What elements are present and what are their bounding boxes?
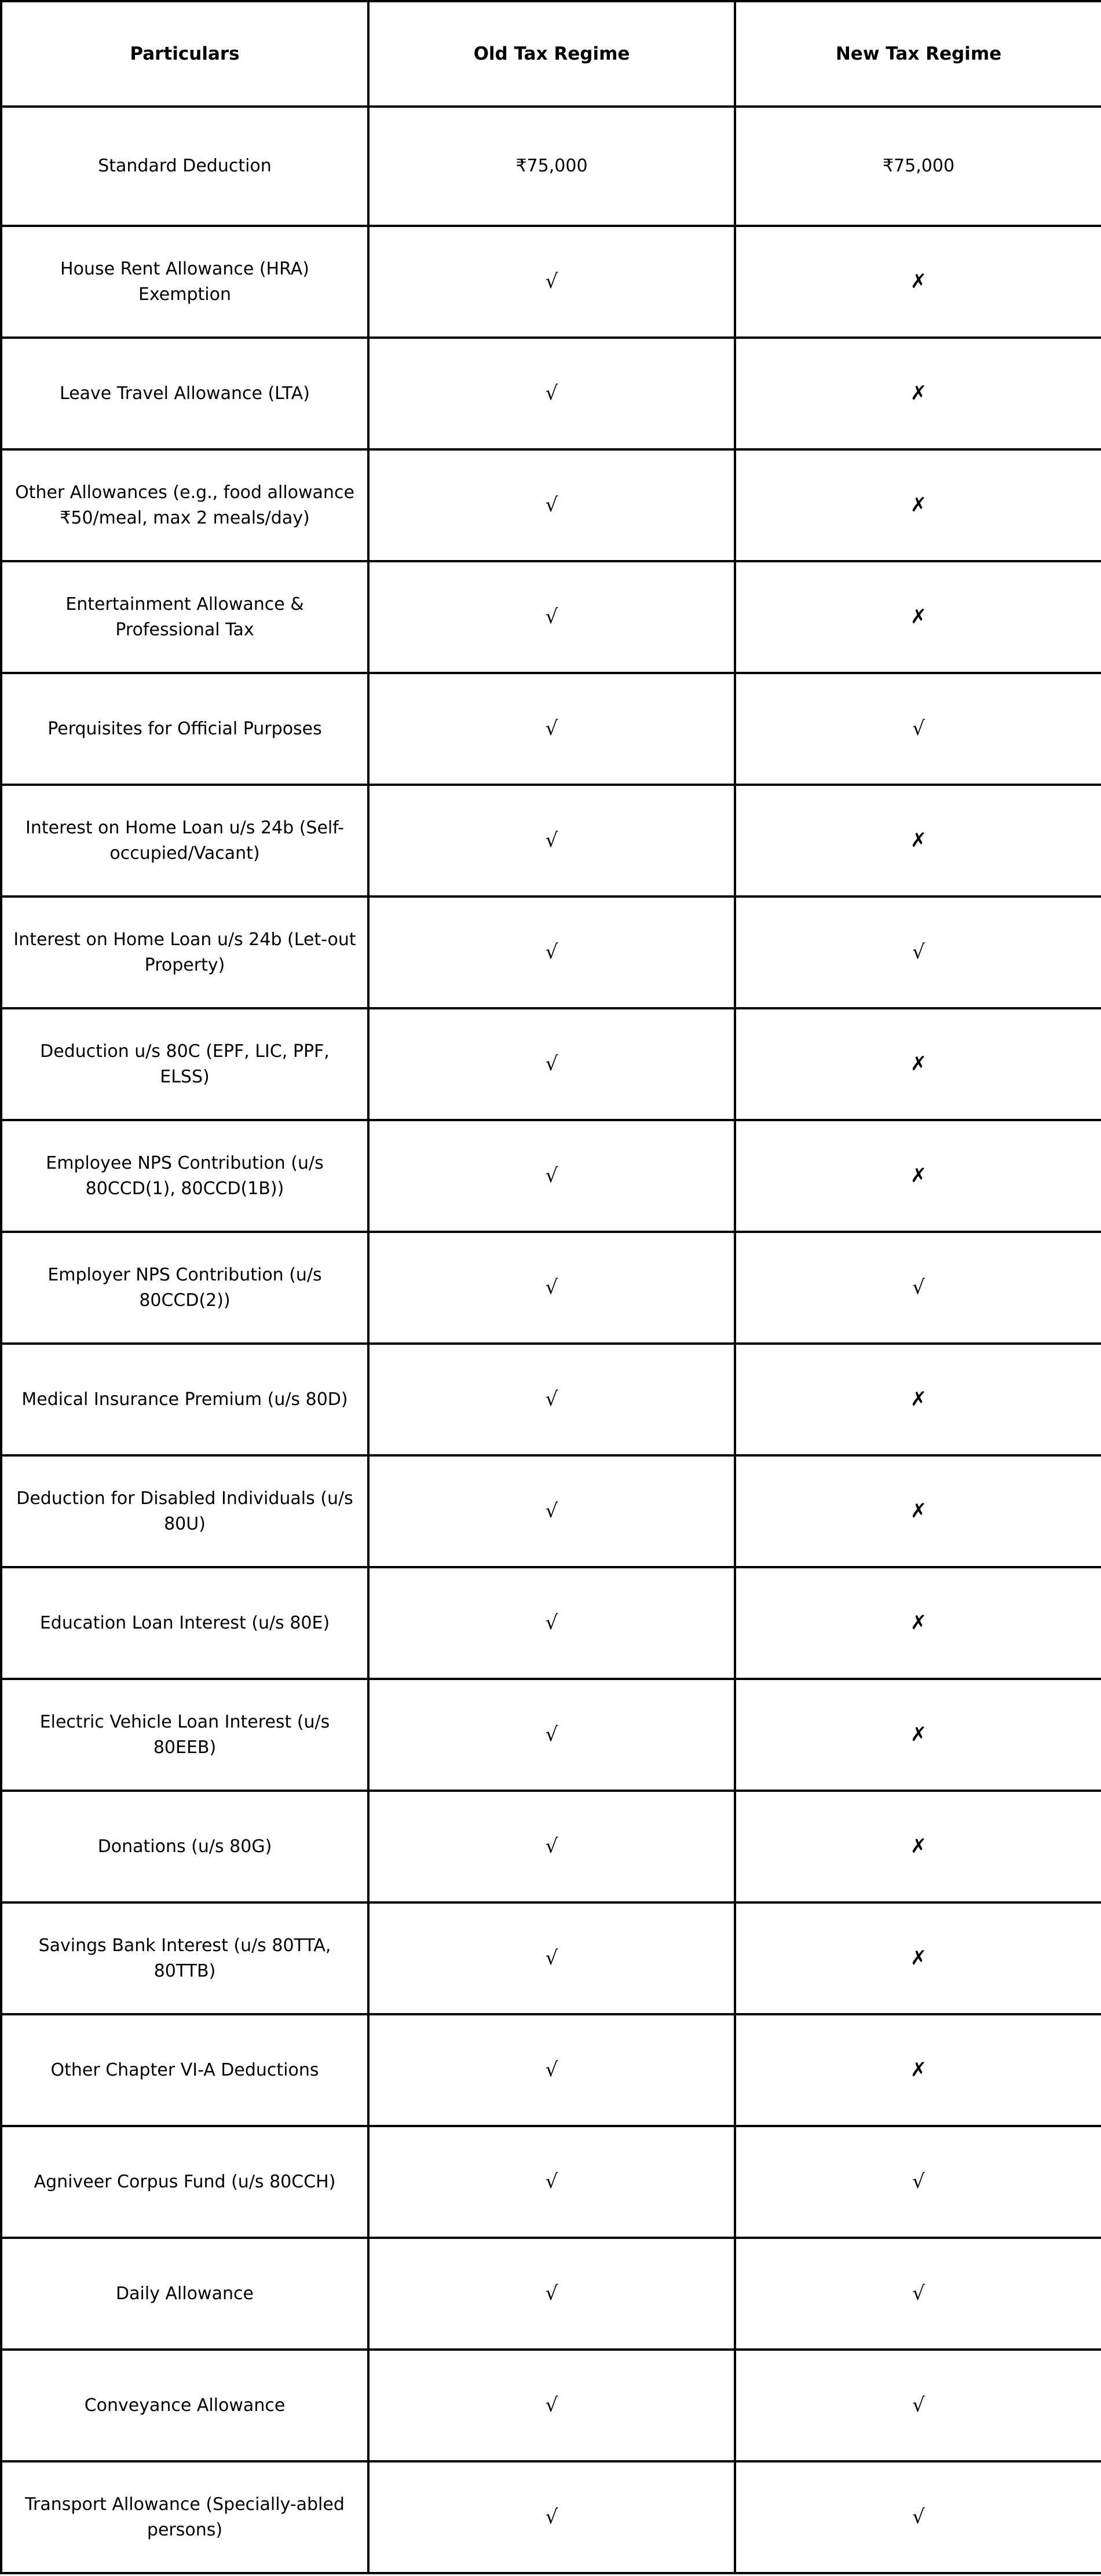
header-row (1, 1, 1101, 107)
table-row (1, 1679, 1101, 1791)
particular-cell: House Rent Allowance (HRA) Exemption (1, 226, 368, 338)
table-row (1, 1008, 1101, 1120)
check-icon: √ (545, 2505, 558, 2529)
new-regime-cell (735, 1008, 1101, 1120)
table-row (1, 2350, 1101, 2461)
cross-icon: ✗ (910, 1946, 927, 1970)
check-icon: √ (545, 716, 558, 740)
particular-cell: Electric Vehicle Loan Interest (u/s 80EEB) (1, 1679, 368, 1791)
particular-cell: Employee NPS Contribution (u/s 80CCD(1), 80CCD(1B)) (1, 1120, 368, 1232)
cross-icon: ✗ (910, 1611, 927, 1634)
old-regime-cell (368, 785, 735, 897)
particular-cell: Interest on Home Loan u/s 24b (Let-out Property) (1, 897, 368, 1008)
new-regime-cell (735, 1567, 1101, 1679)
table-row (1, 1791, 1101, 1902)
check-icon: √ (545, 1834, 558, 1858)
new-regime-cell (735, 673, 1101, 785)
old-regime-cell (368, 226, 735, 338)
particular-cell: Deduction for Disabled Individuals (u/s 80U) (1, 1455, 368, 1567)
check-icon: √ (545, 2393, 558, 2417)
check-icon: √ (545, 1163, 558, 1187)
table-row (1, 561, 1101, 673)
new-regime-cell (735, 1791, 1101, 1902)
check-icon: √ (912, 2281, 925, 2305)
particular-cell: Interest on Home Loan u/s 24b (Self-occupied/Vacant) (1, 785, 368, 897)
cross-icon: ✗ (910, 605, 927, 628)
new-regime-cell (735, 1455, 1101, 1567)
old-regime-cell (368, 2238, 735, 2350)
table-row (1, 897, 1101, 1008)
check-icon: √ (545, 1722, 558, 1746)
particular-cell: Agniveer Corpus Fund (u/s 80CCH) (1, 2126, 368, 2238)
new-regime-cell (735, 338, 1101, 449)
particular-cell: Perquisites for Official Purposes (1, 673, 368, 785)
particular-cell: Other Chapter VI-A Deductions (1, 2014, 368, 2126)
check-icon: √ (545, 940, 558, 964)
check-icon: √ (912, 2169, 925, 2193)
old-regime-cell (368, 1567, 735, 1679)
new-regime-cell (735, 1232, 1101, 1344)
table-row (1, 785, 1101, 897)
table-row (1, 2014, 1101, 2126)
table-row (1, 2126, 1101, 2238)
check-icon: √ (545, 605, 558, 628)
old-regime-cell (368, 673, 735, 785)
particular-cell: Medical Insurance Premium (u/s 80D) (1, 1344, 368, 1455)
table-row (1, 1344, 1101, 1455)
particular-cell: Donations (u/s 80G) (1, 1791, 368, 1902)
particular-cell: Entertainment Allowance & Professional Tax (1, 561, 368, 673)
check-icon: √ (545, 828, 558, 852)
old-regime-cell (368, 449, 735, 561)
table-row (1, 1567, 1101, 1679)
check-icon: √ (545, 2058, 558, 2081)
check-icon: √ (545, 381, 558, 405)
check-icon: √ (912, 1275, 925, 1299)
cross-icon: ✗ (910, 1834, 927, 1858)
cross-icon: ✗ (910, 828, 927, 852)
particular-cell: Standard Deduction (1, 107, 368, 226)
particular-cell: Employer NPS Contribution (u/s 80CCD(2)) (1, 1232, 368, 1344)
check-icon: √ (912, 2393, 925, 2417)
table-row (1, 2461, 1101, 2573)
table-row (1, 673, 1101, 785)
particular-cell: Leave Travel Allowance (LTA) (1, 338, 368, 449)
table-row (1, 1455, 1101, 1567)
old-regime-cell (368, 1455, 735, 1567)
old-regime-cell (368, 2350, 735, 2461)
table-row (1, 2238, 1101, 2350)
cross-icon: ✗ (910, 1722, 927, 1746)
check-icon: √ (545, 1387, 558, 1411)
check-icon: √ (545, 2281, 558, 2305)
old-regime-cell (368, 897, 735, 1008)
new-regime-cell: ₹75,000 (735, 107, 1101, 226)
table-row (1, 1902, 1101, 2014)
new-regime-cell (735, 2461, 1101, 2573)
old-regime-cell (368, 2014, 735, 2126)
new-regime-cell (735, 561, 1101, 673)
check-icon: √ (545, 493, 558, 517)
cross-icon: ✗ (910, 2058, 927, 2081)
cross-icon: ✗ (910, 1387, 927, 1411)
particular-cell: Transport Allowance (Specially-abled persons) (1, 2461, 368, 2573)
cross-icon: ✗ (910, 493, 927, 517)
check-icon: √ (912, 716, 925, 740)
cross-icon: ✗ (910, 1499, 927, 1523)
check-icon: √ (912, 2505, 925, 2529)
check-icon: √ (545, 269, 558, 293)
old-regime-cell (368, 1902, 735, 2014)
old-regime-cell (368, 2126, 735, 2238)
particular-cell: Education Loan Interest (u/s 80E) (1, 1567, 368, 1679)
new-regime-cell (735, 1344, 1101, 1455)
check-icon: √ (545, 1275, 558, 1299)
table-row (1, 226, 1101, 338)
particular-cell: Conveyance Allowance (1, 2350, 368, 2461)
header-particulars: Particulars (1, 1, 368, 107)
particular-cell: Deduction u/s 80C (EPF, LIC, PPF, ELSS) (1, 1008, 368, 1120)
old-regime-cell: ₹75,000 (368, 107, 735, 226)
table-row (1, 1120, 1101, 1232)
check-icon: √ (545, 2169, 558, 2193)
new-regime-cell (735, 2238, 1101, 2350)
new-regime-cell (735, 1679, 1101, 1791)
new-regime-cell (735, 1120, 1101, 1232)
new-regime-cell (735, 226, 1101, 338)
old-regime-cell (368, 1344, 735, 1455)
check-icon: √ (545, 1052, 558, 1075)
table-row (1, 107, 1101, 226)
old-regime-cell (368, 338, 735, 449)
table-row (1, 449, 1101, 561)
old-regime-cell (368, 1008, 735, 1120)
check-icon: √ (545, 1499, 558, 1523)
new-regime-cell (735, 449, 1101, 561)
check-icon: √ (912, 940, 925, 964)
cross-icon: ✗ (910, 381, 927, 405)
new-regime-cell (735, 2014, 1101, 2126)
table-body (1, 107, 1101, 2573)
new-regime-cell (735, 2350, 1101, 2461)
particular-cell: Daily Allowance (1, 2238, 368, 2350)
check-icon: √ (545, 1611, 558, 1634)
particular-cell: Other Allowances (e.g., food allowance ₹50/meal, max 2 meals/day) (1, 449, 368, 561)
cross-icon: ✗ (910, 269, 927, 293)
cross-icon: ✗ (910, 1163, 927, 1187)
new-regime-cell (735, 897, 1101, 1008)
old-regime-cell (368, 2461, 735, 2573)
old-regime-cell (368, 1232, 735, 1344)
header-old-tax-regime: Old Tax Regime (368, 1, 735, 107)
old-regime-cell (368, 1120, 735, 1232)
old-regime-cell (368, 1791, 735, 1902)
new-regime-cell (735, 785, 1101, 897)
old-regime-cell (368, 561, 735, 673)
table-row (1, 338, 1101, 449)
table-row (1, 1232, 1101, 1344)
old-regime-cell (368, 1679, 735, 1791)
new-regime-cell (735, 2126, 1101, 2238)
particular-cell: Savings Bank Interest (u/s 80TTA, 80TTB) (1, 1902, 368, 2014)
new-regime-cell (735, 1902, 1101, 2014)
header-new-tax-regime: New Tax Regime (735, 1, 1101, 107)
check-icon: √ (545, 1946, 558, 1970)
cross-icon: ✗ (910, 1052, 927, 1075)
